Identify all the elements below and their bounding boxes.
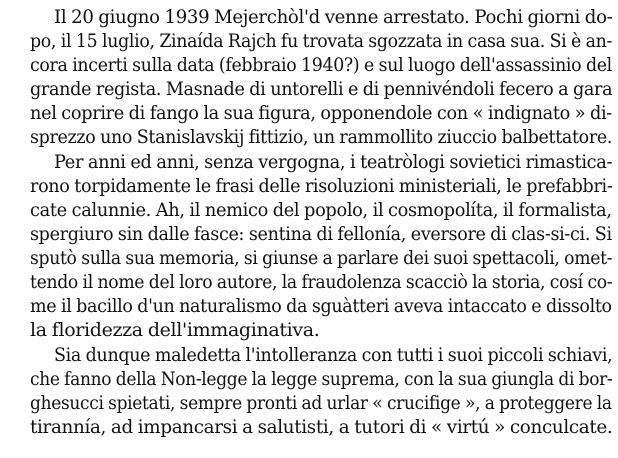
text-line: Il 20 giugno 1939 Mejerchòl'd venne arrestato. Pochi giorni do-: [54, 6, 613, 28]
text-line: me il bacillo d'un naturalismo da sguàtteri aveva intaccato e dissolto: [30, 295, 612, 317]
text-line: spergiuro sin dalle fasce: sentina di fellonía, eversore di clas-si-ci. Si: [30, 223, 612, 245]
book-page: [30, 0, 612, 458]
text-line: sputò sulla sua memoria, si giunse a parlare dei suoi spettacoli, omet-: [30, 247, 613, 269]
text-line: rono torpidamente le frasi delle risoluzioni ministeriali, le prefabbri-: [30, 175, 613, 197]
text-line: cora incerti sulla data (febbraio 1940?) e sul luogo dell'assassinio del: [30, 54, 612, 76]
text-line: sprezzo uno Stanislavskij fittizio, un rammollito ziuccio balbettatore.: [30, 126, 613, 148]
text-line: tirannía, ad impancarsi a salutisti, a tutori di « virtú » conculcate.: [30, 416, 613, 438]
text-line: cate calunnie. Ah, il nemico del popolo, il cosmopolíta, il formalista,: [30, 199, 612, 221]
text-line: la floridezza dell'immaginativa.: [30, 319, 320, 341]
text-line: Per anni ed anni, senza vergogna, i teatròlogi sovietici rimastica-: [54, 151, 613, 173]
text-line: tendo il nome del loro autore, la fraudolenza scacciò la storia, cosí co-: [30, 271, 613, 293]
text-line: ghesucci spietati, sempre pronti ad urlar « crucifige », a proteggere la: [30, 392, 612, 414]
text-line: grande regista. Masnade di untorelli e di pennivéndoli fecero a gara: [30, 78, 613, 100]
text-line: po, il 15 luglio, Zinaída Rajch fu trovata sgozzata in casa sua. Si è an-: [30, 30, 613, 52]
text-line: che fanno della Non-legge la legge suprema, con la sua giungla di bor-: [30, 368, 613, 390]
text-line: nel coprire di fango la sua figura, opponendole con « indignato » di-: [30, 102, 612, 124]
text-line: Sia dunque maledetta l'intolleranza con tutti i suoi piccoli schiavi,: [54, 344, 613, 366]
